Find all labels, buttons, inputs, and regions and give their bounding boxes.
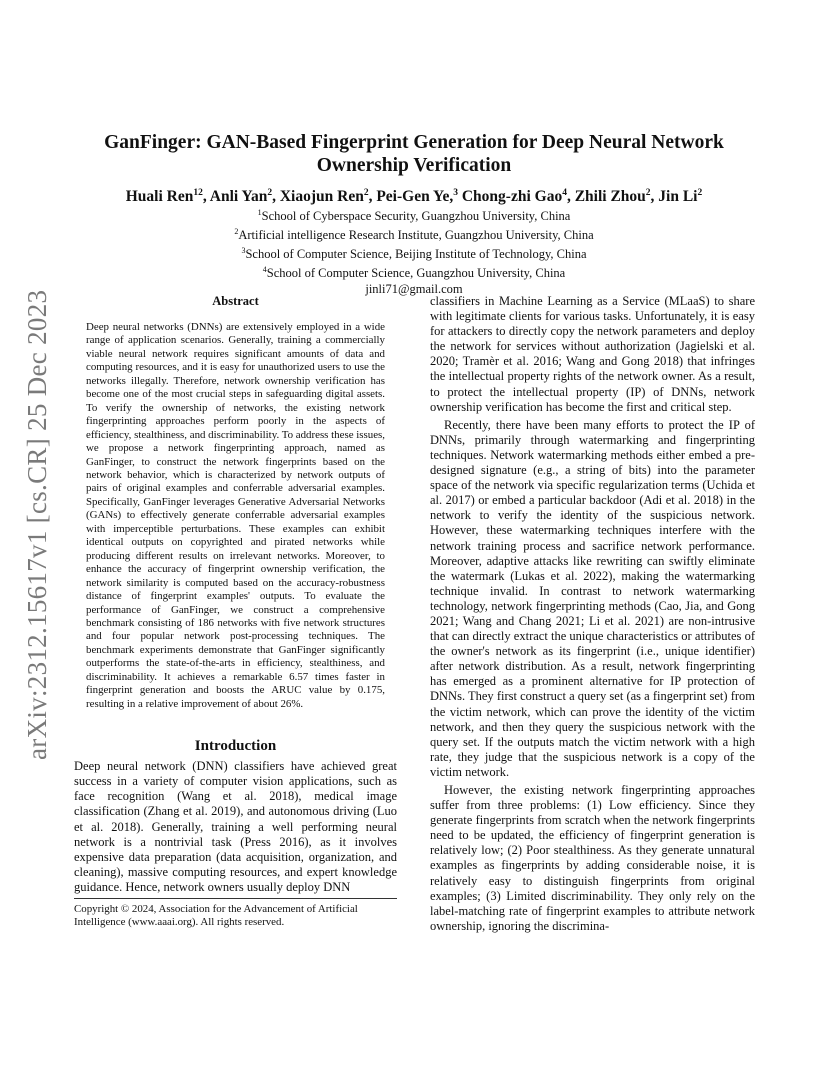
arxiv-identifier: arXiv:2312.15617v1 [cs.CR] 25 Dec 2023 (22, 289, 52, 760)
introduction-heading: Introduction (194, 738, 277, 755)
intro-paragraph-3: However, the existing network fingerprinting approaches suffer from three problems: (1) Low efficiency. Since they generate fingerprints from scratch when the network fingerprints need to be updated, the efficiency of fingerprint generation is relatively low; (2) Poor stealthiness. As they generate unnatural examples as fingerprints by adding considerable noise, it is relatively easy to distinguish fingerprints from original examples; (3) Limited discriminability. They only rely on the label-matching rate of fingerprint examples to attribute network ownership, ignoring the discrimina- (430, 783, 755, 933)
title-line-2: Ownership Verification (316, 155, 512, 176)
intro-paragraph-2: Recently, there have been many efforts to protect the IP of DNNs, primarily through watermarking and fingerprinting techniques. Network watermarking methods either embed a pre-designed signature (e.g., a string of bits) into the parameter space of the network via specific regularization terms (Uchida et al. 2017) or embed a particular backdoor (Adi et al. 2018) in the network to verify the identity of the suspicious network. However, these watermarking techniques interfere with the network training process and sacrifice network performance. Moreover, adaptive attacks like rewriting can swiftly eliminate the watermark (Lukas et al. 2022), making the watermarking technique invalid. In contrast to network watermarking technology, network fingerprinting methods (Cao, Jia, and Gong 2021; Wang and Chang 2021; Li et al. 2021) are non-intrusive that can directly extract the unique characteristics or attributes of the owner's network as its fingerprint (i.e., unique identifier) after network distribution. As a result, network fingerprinting has emerged as a prominent alternative for IP protection of DNNs. They first construct a query set (as a fingerprint set) from the victim network, which can prove the identity of the victim network, and then they query the suspicious network with the query set. If the outputs match the victim network with a high rate, they judge that the suspicious network is a copy of the victim network. (430, 417, 755, 779)
author: Chong-zhi Gao$^4$, (461, 188, 575, 206)
copyright-footnote (74, 898, 397, 929)
affiliation: $^4$School of Computer Science, Guangzhou University, China (262, 265, 566, 281)
author-email: jinli71@gmail.com (365, 281, 463, 296)
author: Huali Ren$^{12}$, (125, 188, 210, 206)
intro-paragraph-1-continued: classifiers in Machine Learning as a Service (MLaaS) to share with legitimate clients for various tasks. Unfortunately, it is easy for attackers to directly copy the network parameters and deploy the network for services without authorization (Jagielski et al. 2020; Tramèr et al. 2016; Wang and Gong 2018) that infringes the intellectual property rights of the network owner. As a result, to protect the intellectual property (IP) of DNNs, network ownership verification has become the first and critical step. (430, 294, 755, 414)
author: Zhili Zhou$^2$, (574, 188, 659, 206)
author: Anli Yan$^2$, (209, 188, 280, 206)
copyright-line-1: Copyright © 2024, Association for the Advancement of Artificial (74, 903, 358, 915)
affiliation: $^2$Artificial intelligence Research Institute, Guangzhou University, China (234, 227, 594, 243)
author: Jin Li$^2$ (658, 188, 703, 206)
affiliation: $^1$School of Cyberspace Security, Guangzhou University, China (257, 208, 571, 224)
abstract-text: Deep neural networks (DNNs) are extensively employed in a wide range of application scenarios. Generally, training a commercially viable neural network requires significant amounts of data and computing resources, and it is easy for unauthorized users to use the networks illegally. Therefore, network ownership verification has become one of the most crucial steps in safeguarding digital assets. To verify the ownership of networks, the existing network fingerprinting approaches perform poorly in the aspects of efficiency, stealthiness, and discriminability. To address these issues, we propose a network fingerprinting approach, named as GanFinger, to construct the network fingerprints based on the network behavior, which is characterized by network outputs of pairs of original examples and conferrable adversarial examples. Specifically, GanFinger leverages Generative Adversarial Networks (GANs) to effectively generate conferrable adversarial examples with imperceptible perturbations. These examples can exhibit identical outputs on copyrighted and pirated networks while producing different results on irrelevant networks. Moreover, to enhance the accuracy of fingerprint ownership verification, the network similarity is computed based on the accuracy-robustness distance of fingerprint examples' outputs. To evaluate the performance of GanFinger, we construct a comprehensive benchmark consisting of 186 networks with five network structures and four popular network post-processing techniques. The benchmark experiments demonstrate that GanFinger significantly outperforms the state-of-the-arts in efficiency, stealthiness, and discriminability. It achieves a remarkable 6.57 times faster in fingerprint generation and boosts the ARUC value by 0.175, resulting in a relative improvement of about 26%. (86, 321, 385, 710)
abstract-heading: Abstract (212, 294, 259, 308)
author: Xiaojun Ren$^2$, (279, 188, 377, 206)
right-column (430, 294, 755, 934)
title-line-1: GanFinger: GAN-Based Fingerprint Generation for Deep Neural Network (104, 132, 724, 153)
copyright-line-2: Intelligence (www.aaai.org). All rights reserved. (74, 916, 285, 929)
affiliation-list (74, 205, 754, 297)
author-list (74, 183, 754, 207)
left-column (74, 294, 397, 895)
paper-title (74, 131, 754, 177)
author: Pei-Gen Ye,$^3$ (376, 188, 458, 206)
intro-paragraph-1: Deep neural network (DNN) classifiers have achieved great success in a variety of computer vision applications, such as face recognition (Wang et al. 2018), medical image classification (Zhang et al. 2019), and autonomous driving (Luo et al. 2018). Generally, training a well performing neural network is a nontrivial task (Press 2016), as it involves expensive data preparation (data acquisition, organization, and cleaning), massive computing resources, and expert knowledge guidance. Hence, network owners usually deploy DNN (74, 759, 397, 894)
affiliation: $^3$School of Computer Science, Beijing Institute of Technology, China (241, 246, 587, 262)
